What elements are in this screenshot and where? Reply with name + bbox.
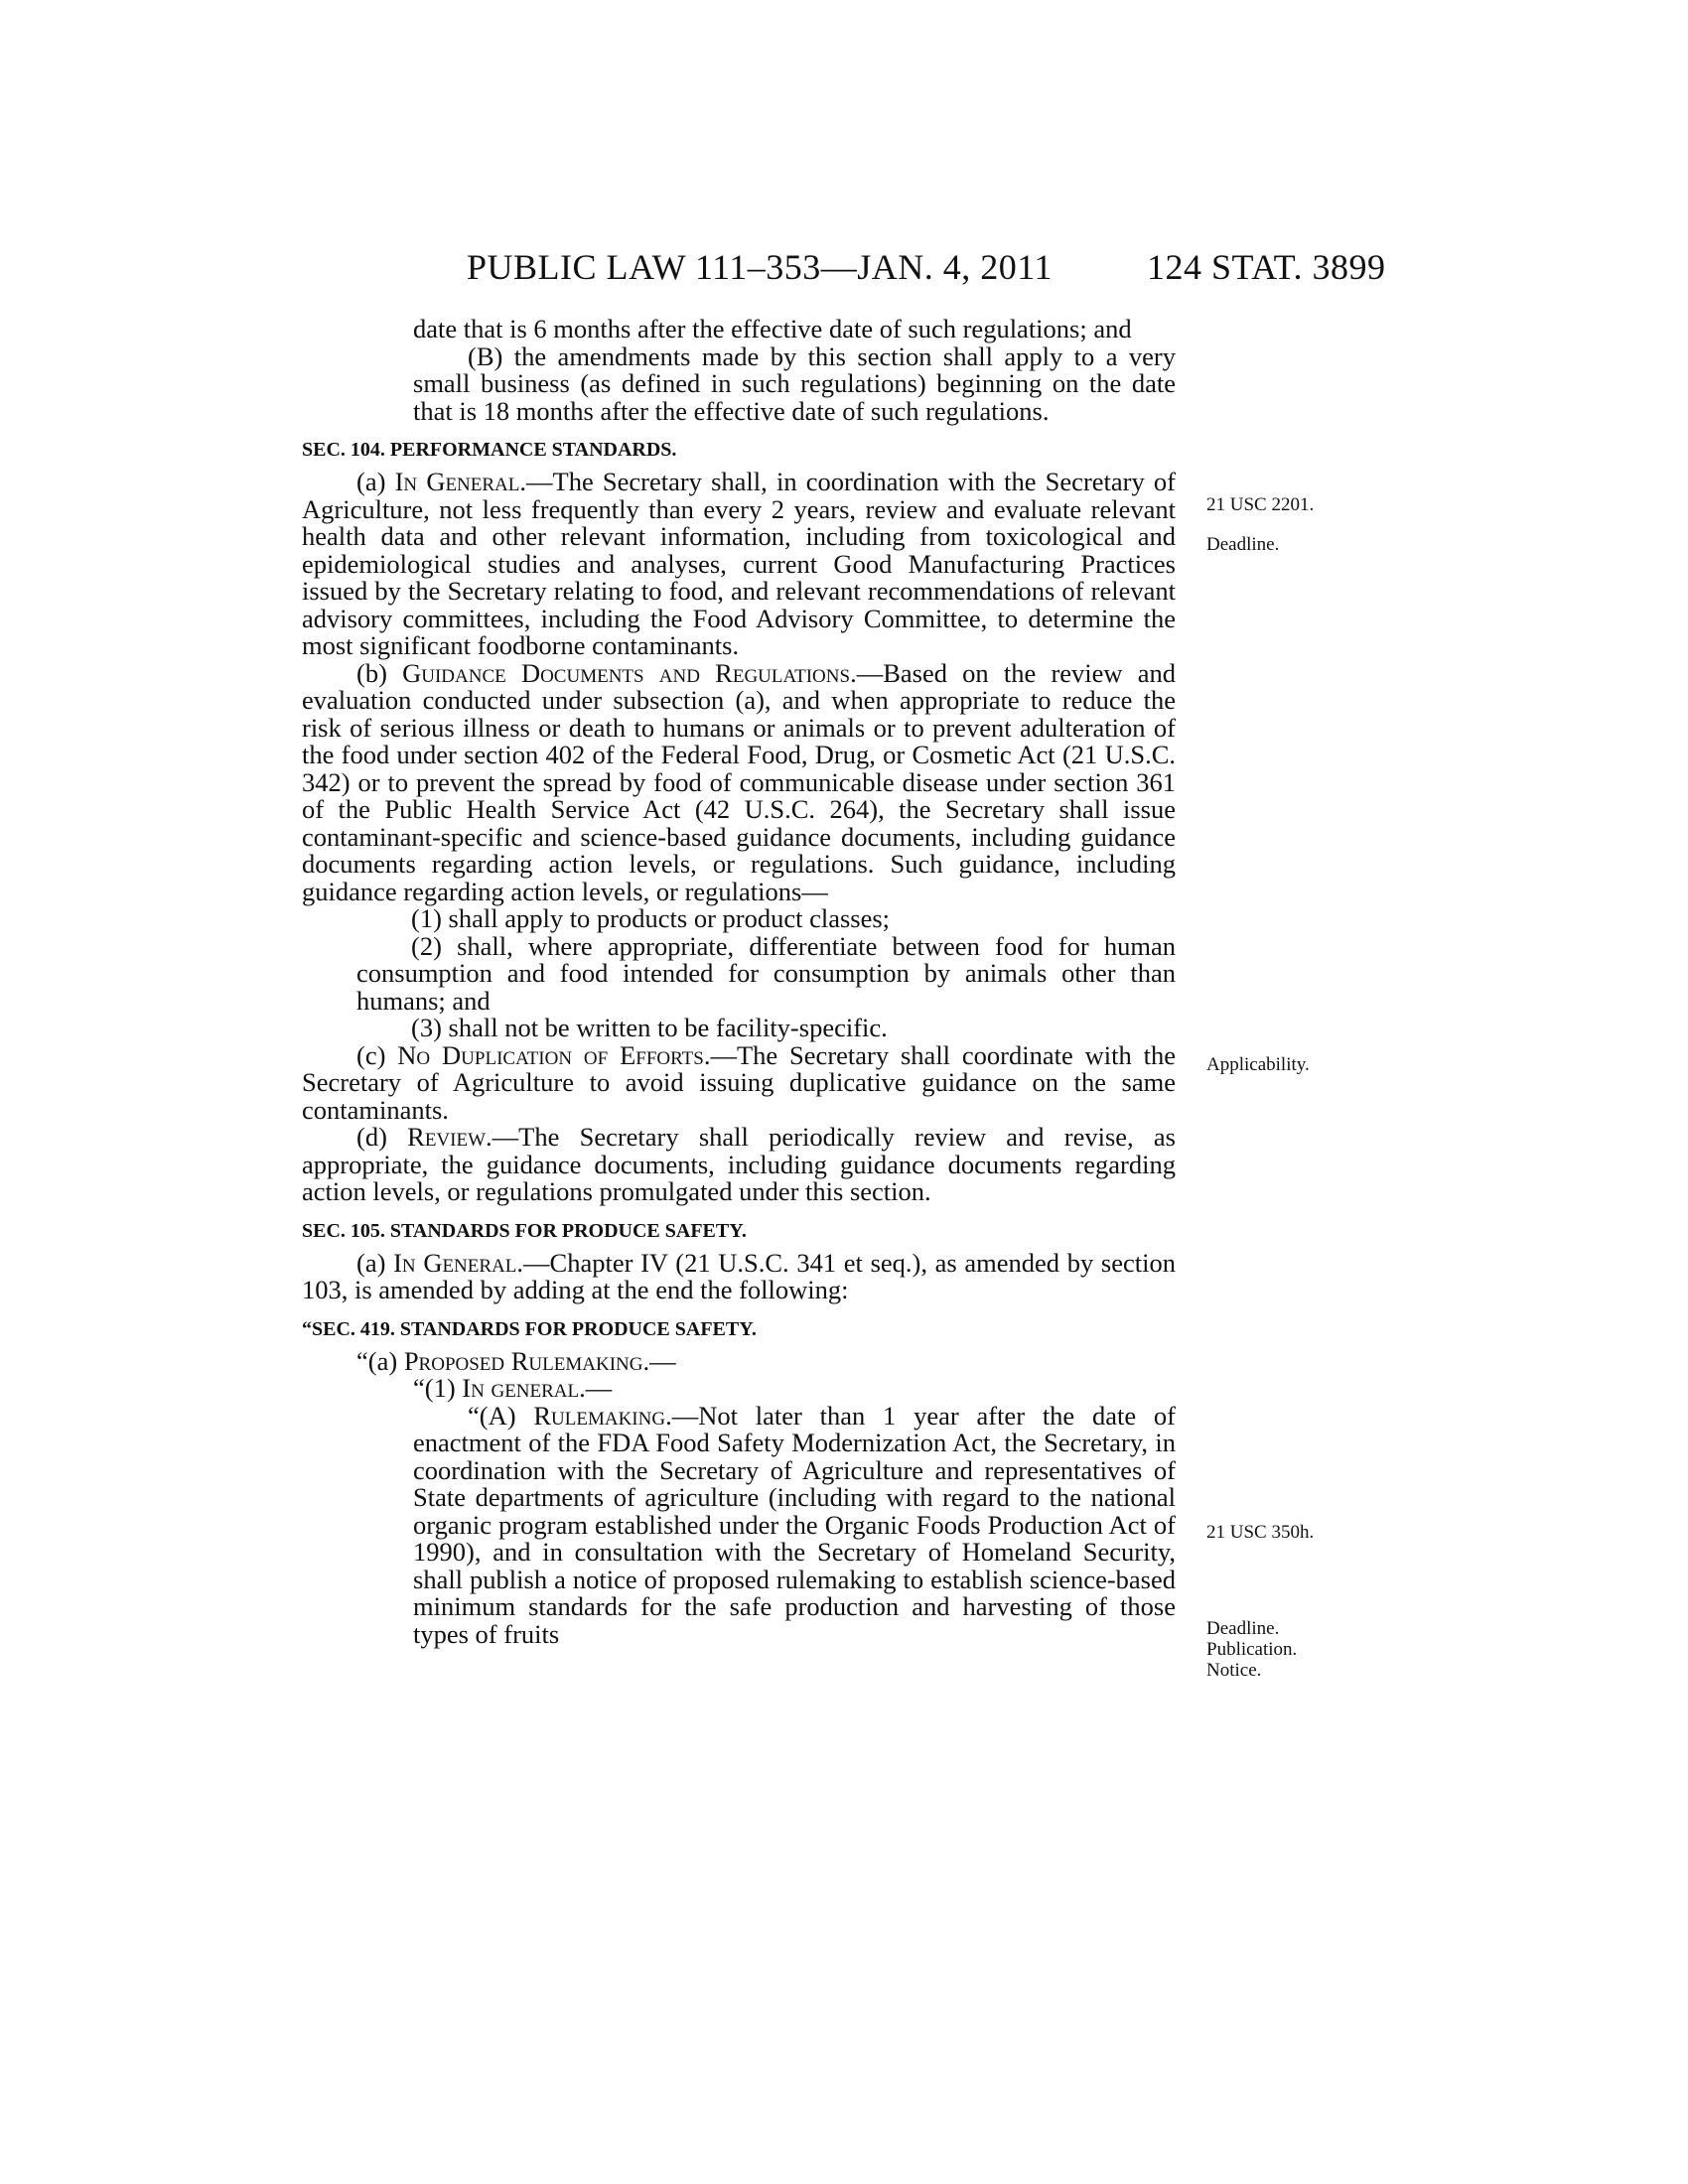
subsection-104-a — [302, 469, 1176, 660]
subsection-label: (d) — [356, 1122, 408, 1152]
subsection-heading: Guidance Documents and Regulations — [402, 657, 851, 688]
subparagraph-heading: Rulemaking — [533, 1400, 666, 1431]
subsection-heading: Review — [407, 1122, 487, 1152]
subsection-105-a — [302, 1247, 1176, 1304]
paragraph-B: (B) the amendments made by this section shall apply to a very small business (as defined in such regulations) beginning on the date that is 18 months after the effective date of such regulations. — [413, 341, 1176, 426]
paragraph-419-a-1 — [302, 1375, 1176, 1403]
subsection-label: (a) — [356, 467, 395, 496]
subsection-text: .—The Secretary shall coordinate with the Secretary of Agriculture to avoid issuing duplicative guidance on the same contaminants. — [302, 1039, 1176, 1125]
running-header-title: PUBLIC LAW 111–353—JAN. 4, 2011 — [467, 247, 1053, 287]
margin-note-publication: Publication. — [1206, 1639, 1298, 1660]
subsection-label: (a) — [356, 1247, 394, 1278]
paragraph-heading: In general — [462, 1373, 580, 1403]
margin-note-usc-2201: 21 USC 2201. — [1206, 494, 1315, 515]
paragraph-b3: (3) shall not be written to be facility-specific. — [411, 1013, 888, 1042]
subsection-text: .—The Secretary shall, in coordination with the Secretary of Agriculture, not less frequently than every 2 years, review and evaluate relevant health data and other relevant information, including from toxicological and epidemiological studies and analyses, current Good Manufacturing Practices issued by the Secretary relating to food, and relevant recommendations of relevant advisory committees, including the Food Advisory Committee, to determine the most significant foodborne contaminants. — [302, 467, 1176, 660]
subsection-heading: In General — [393, 1247, 517, 1278]
subsection-text: .—The Secretary shall periodically review and revise, as appropriate, the guidance documents, including guidance documents regarding action levels, or regulations promulgated under this section. — [302, 1122, 1176, 1206]
paragraph-b1: (1) shall apply to products or product classes; — [411, 903, 891, 933]
subsection-104-d — [302, 1124, 1176, 1206]
subsection-text: .—Based on the review and evaluation conducted under subsection (a), and when appropriate to reduce the risk of serious illness or death to humans or animals or to prevent adulteration of the food under section 402 of the Federal Food, Drug, or Cosmetic Act (21 U.S.C. 342) or to prevent the spread by food of communicable disease under section 361 of the Public Health Service Act (42 U.S.C. 264), the Secretary shall issue contaminant-specific and science-based guidance documents, including guidance documents regarding action levels, or regulations. Such guidance, including guidance regarding action levels, or regulations— — [302, 657, 1177, 906]
subsection-104-c — [302, 1039, 1176, 1125]
paragraph-label: “(1) — [413, 1373, 463, 1403]
margin-note-usc-350h: 21 USC 350h. — [1206, 1522, 1315, 1543]
section-104-heading: SEC. 104. PERFORMANCE STANDARDS. — [302, 439, 677, 461]
subsection-heading: No Duplication of Efforts — [397, 1039, 704, 1070]
subsection-419-a — [302, 1345, 1176, 1376]
subsection-104-b — [302, 657, 1177, 906]
subparagraph-label: “(A) — [468, 1400, 534, 1431]
subsection-dash: .— — [642, 1345, 676, 1376]
paragraph-continuation: date that is 6 months after the effective date of such regulations; and — [413, 314, 1132, 343]
section-105-heading: SEC. 105. STANDARDS FOR PRODUCE SAFETY. — [302, 1219, 747, 1242]
section-419-heading: “SEC. 419. STANDARDS FOR PRODUCE SAFETY. — [302, 1317, 757, 1340]
subparagraph-text: .—Not later than 1 year after the date of enactment of the FDA Food Safety Modernization Act, the Secretary, in coordination with the Secretary of Agriculture and representatives of State departments of agriculture (including with regard to the national organic program established under the Organic Foods Production Act of 1990), and in consultation with the Secretary of Homeland Security, shall publish a notice of proposed rulemaking to establish science-based minimum standards for the safe production and harvesting of those types of fruits — [413, 1400, 1176, 1649]
paragraph-dash: .— — [579, 1373, 613, 1403]
subparagraph-419-a-1-A — [302, 1400, 1176, 1649]
text-column — [302, 316, 1176, 1648]
subsection-heading: Proposed Rulemaking — [403, 1345, 643, 1376]
subsection-text: .—Chapter IV (21 U.S.C. 341 et seq.), as amended by section 103, is amended by adding at the end the following: — [302, 1247, 1176, 1304]
margin-note-deadline: Deadline. — [1206, 534, 1280, 555]
subsection-label: (b) — [356, 657, 403, 688]
subsection-label: “(a) — [356, 1345, 404, 1376]
running-header-page-number: 124 STAT. 3899 — [1147, 247, 1386, 287]
margin-note-deadline-2: Deadline. — [1206, 1618, 1280, 1639]
paragraph-b2: (2) shall, where appropriate, differentiate between food for human consumption and food intended for consumption by animals other than humans; and — [356, 930, 1176, 1016]
margin-note-notice: Notice. — [1206, 1660, 1262, 1681]
margin-note-applicability: Applicability. — [1206, 1054, 1310, 1075]
subsection-label: (c) — [356, 1039, 398, 1070]
subsection-heading: In General — [394, 467, 520, 496]
